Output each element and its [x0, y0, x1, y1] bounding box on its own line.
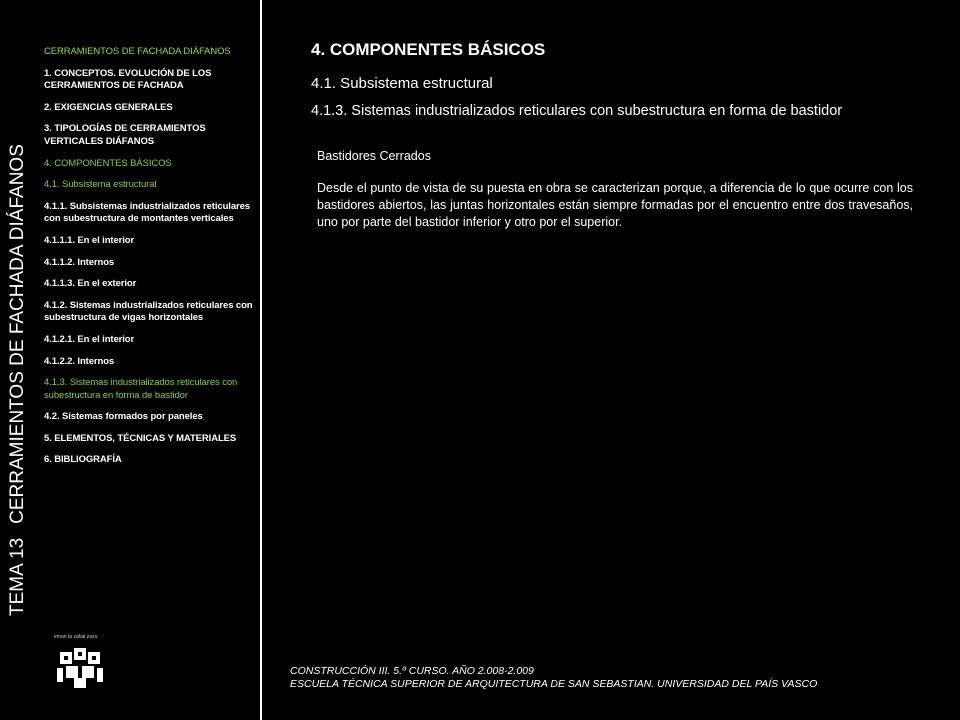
university-logo-icon	[52, 632, 112, 692]
toc-item[interactable]: 4.1.3. Sistemas industrializados reticulares con subestructura en forma de bastidor	[44, 377, 238, 401]
toc-item[interactable]: 4.1.2.1. En el interior	[44, 333, 135, 345]
vertical-title-prefix: TEMA 13	[7, 537, 28, 616]
toc-item[interactable]: 4.1.1. Subsistemas industrializados reticulares con subestructura de montantes verticales	[44, 200, 250, 225]
toc-item[interactable]: 4.1. Subsistema estructural	[44, 179, 157, 191]
vertical-title-main: CERRAMIENTOS DE FACHADA DIÁFANOS	[7, 144, 28, 524]
table-of-contents	[44, 46, 256, 476]
toc-item[interactable]: 4. COMPONENTES BÁSICOS	[44, 157, 172, 169]
toc-item[interactable]: 4.1.1.1. En el interior	[44, 234, 135, 246]
vertical-course-title	[4, 136, 32, 616]
vertical-divider	[260, 0, 262, 720]
toc-item[interactable]: 4.1.2.2. Internos	[44, 355, 115, 367]
toc-item[interactable]: CERRAMIENTOS DE FACHADA DIÁFANOS	[44, 46, 231, 57]
content-subtitle: Bastidores Cerrados	[317, 149, 431, 163]
subsubsection-heading: 4.1.3. Sistemas industrializados reticulares con subestructura en forma de bastidor	[311, 103, 843, 119]
toc-item[interactable]: 4.2. Sistemas formados por paneles	[44, 411, 203, 423]
footer-line-course: CONSTRUCCIÓN III. 5.º CURSO. AÑO 2.008-2.009	[290, 665, 534, 677]
section-heading: 4. COMPONENTES BÁSICOS	[311, 40, 546, 59]
toc-item[interactable]: 3. TIPOLOGÍAS DE CERRAMIENTOS VERTICALES DIÁFANOS	[44, 123, 206, 147]
footer-line-school: ESCUELA TÉCNICA SUPERIOR DE ARQUITECTURA DE SAN SEBASTIAN. UNIVERSIDAD DEL PAÍS VASCO	[290, 678, 818, 690]
content-paragraph: Desde el punto de vista de su puesta en obra se caracterizan porque, a diferencia de lo que ocurre con los bastidores abiertos, las juntas horizontales están siempre formadas por el encuentro entre dos travesaños, uno por parte del bastidor inferior y otro por el superior.	[317, 181, 913, 229]
toc-item[interactable]: 2. EXIGENCIAS GENERALES	[44, 101, 173, 113]
toc-item[interactable]: 4.1.2. Sistemas industrializados reticulares con subestructura de vigas horizontales	[44, 299, 253, 324]
toc-item[interactable]: 5. ELEMENTOS, TÉCNICAS Y MATERIALES	[44, 432, 237, 444]
subsection-heading: 4.1. Subsistema estructural	[311, 75, 493, 92]
footer	[290, 665, 817, 691]
toc-item[interactable]: 4.1.1.2. Internos	[44, 256, 115, 268]
toc-item[interactable]: 1. CONCEPTOS. EVOLUCIÓN DE LOS CERRAMIENTOS DE FACHADA	[44, 67, 212, 92]
toc-item[interactable]: 4.1.1.3. En el exterior	[44, 278, 137, 290]
logo-caption: eman ta zabal zazu	[54, 634, 98, 640]
toc-item[interactable]: 6. BIBLIOGRAFÍA	[44, 454, 122, 466]
